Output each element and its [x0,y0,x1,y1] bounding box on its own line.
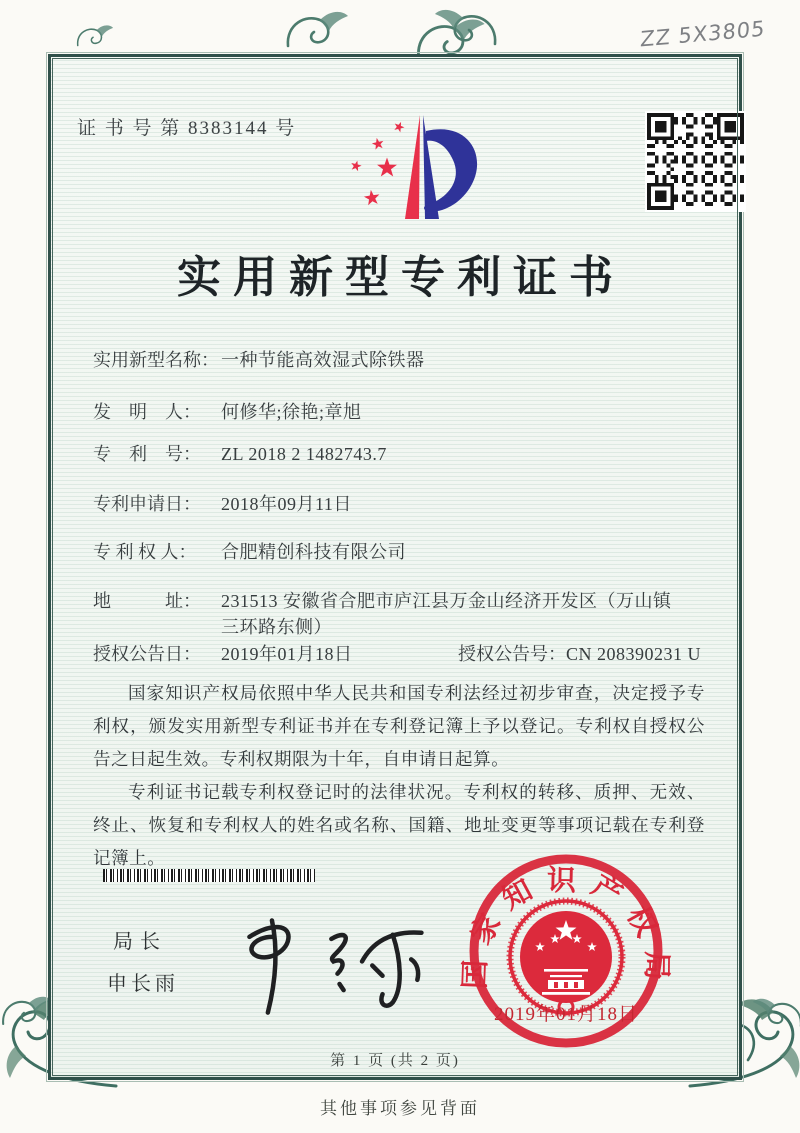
field-value: 一种节能高效湿式除铁器 [221,350,425,370]
director-signature [231,907,446,1022]
field-value: ZL 2018 2 1482743.7 [221,444,387,464]
field-row-patent-number [93,441,387,467]
grant-number-label: 授权公告号： [458,644,566,664]
handwritten-code: ZZ 5X3805 [639,16,767,52]
top-border-ornament [284,0,499,54]
field-label: 实用新型名称： [93,350,219,370]
national-emblem [510,901,622,1014]
certificate-title: 实用新型专利证书 [177,253,625,302]
grant-date-value: 2019年01月18日 [221,644,353,664]
field-label: 专 利 权 人： [93,542,197,562]
field-value: 2018年09月11日 [221,494,352,514]
page-number: 第 1 页 (共 2 页) [330,1053,460,1069]
top-left-ornament [74,18,120,56]
field-label: 专 利 号： [93,444,201,464]
legal-text [93,677,705,875]
certificate-border-frame [48,54,742,1080]
grant-date-label: 授权公告日： [93,644,201,664]
field-row-filing-date [93,491,352,517]
field-value: 何修华;徐艳;章旭 [221,402,362,422]
barcode [103,869,315,882]
field-label: 专利申请日： [93,494,201,514]
field-value: 231513 安徽省合肥市庐江县万金山经济开发区（万山镇三环路东侧） [221,591,672,637]
qr-code [645,111,746,212]
seal-date: 2019年01月18日 [493,1004,638,1025]
certificate-number: 证 书 号 第 8383144 号 [77,118,297,139]
signer-name: 申长雨 [107,973,179,995]
seal-agency-text: 国家知识产权局 [459,864,673,994]
field-label: 发 明 人： [93,402,201,422]
legal-paragraph: 国家知识产权局依照中华人民共和国专利法经过初步审查，决定授予专利权，颁发实用新型专利证书并在专利登记簿上予以登记。专利权自授权公告之日起生效。专利权期限为十年，自申请日起算。 [93,683,705,769]
field-row-name [93,347,425,373]
field-row-patentee [93,539,406,565]
grant-number-value: CN 208390231 U [566,644,702,664]
field-row-inventors [93,399,362,425]
grant-number-pair [458,641,701,667]
field-row-address [93,588,683,640]
back-note: 其他事项参见背面 [320,1099,480,1118]
cnipa-logo-icon [333,111,483,241]
field-value: 合肥精创科技有限公司 [221,542,406,562]
logo-wedge-red [405,115,420,219]
field-label: 地 址： [93,591,201,611]
signer-title: 局长 [113,931,167,953]
field-row-grant [93,641,709,667]
legal-paragraph: 专利证书记载专利权登记时的法律状况。专利权的转移、质押、无效、终止、恢复和专利权人的姓名或名称、国籍、地址变更等事项记载在专利登记簿上。 [93,782,705,868]
